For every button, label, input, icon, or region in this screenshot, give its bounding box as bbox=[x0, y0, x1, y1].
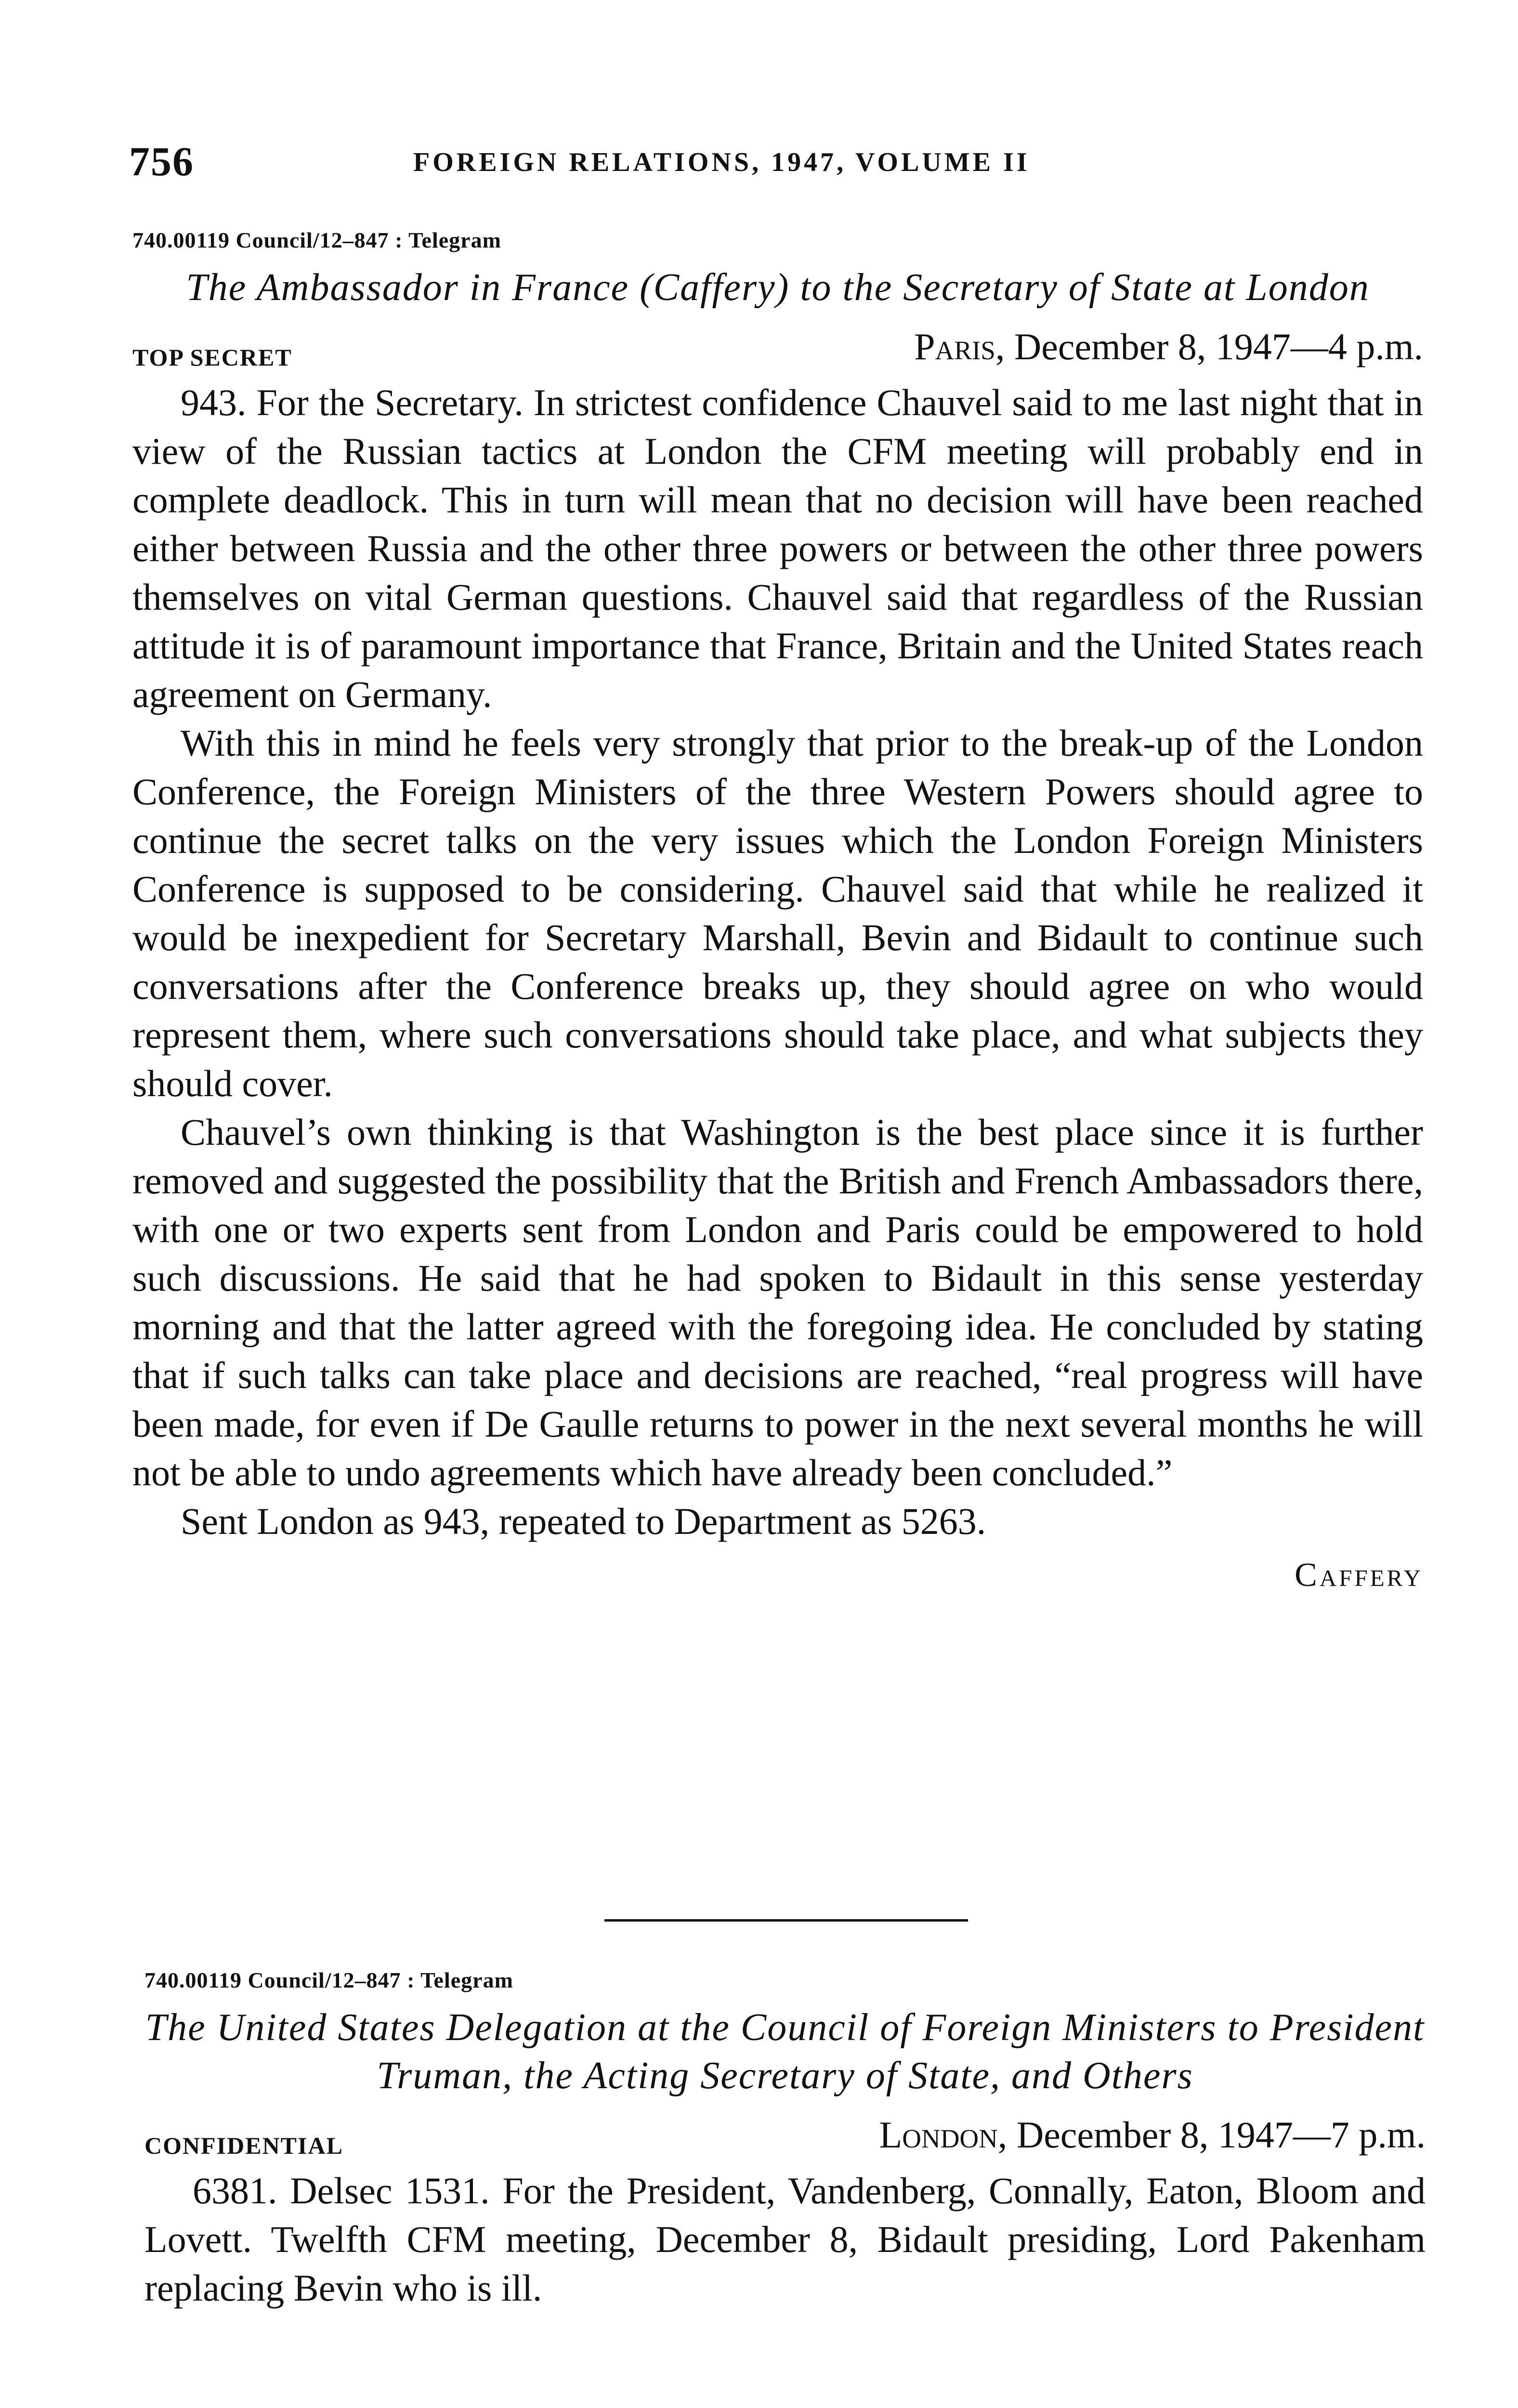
body-paragraph: Chauvel’s own thinking is that Washington is the best place since it is further removed and suggested the possibility that the British and French Ambassadors there, with one or two experts sent from London and Paris could be empowered to hold such discussions. He said that he had spoken to Bidault in this sense yesterday morning and that the latter agreed with the foregoing idea. He concluded by stating that if such talks can take place and decisions are reached, “real progress will have been made, for even if De Gaulle returns to power in the next several months he will not be able to undo agreements which have already been concluded.” bbox=[132, 1111, 1423, 1493]
classification-line bbox=[132, 325, 1423, 378]
document-2 bbox=[144, 1967, 1426, 2312]
body-paragraph: 943. For the Secretary. In strictest confidence Chauvel said to me last night that in view of the Russian tactics at London the CFM meeting will probably end in complete deadlock. This in turn will mean that no decision will have been reached either between Russia and the other three powers or between the other three powers themselves on vital German questions. Chauvel said that regardless of the Russian attitude it is of paramount importance that France, Britain and the United States reach agreement on Germany. bbox=[132, 381, 1423, 715]
document-title: The Ambassador in France (Caffery) to the Secretary of State at London bbox=[186, 266, 1370, 309]
document-reference: 740.00119 Council/12–847 : Telegram bbox=[144, 1968, 513, 1992]
body-paragraph: 6381. Delsec 1531. For the President, Vandenberg, Connally, Eaton, Bloom and Lovett. Twelfth CFM meeting, December 8, Bidault presiding, Lord Pakenham replacing Bevin who is ill. bbox=[144, 2170, 1426, 2309]
body-paragraph: With this in mind he feels very strongly that prior to the break-up of the London Conference, the Foreign Ministers of the three Western Powers should agree to continue the secret talks on the very issues which the London Foreign Ministers Conference is supposed to be considering. Chauvel said that while he realized it would be inexpedient for Secretary Marshall, Bevin and Bidault to continue such conversations after the Conference breaks up, they should agree on who would represent them, where such conversations should take place, and what subjects they should cover. bbox=[132, 722, 1423, 1104]
dateline bbox=[879, 2113, 1426, 2157]
classification-line bbox=[144, 2113, 1426, 2166]
running-title: FOREIGN RELATIONS, 1947, VOLUME II bbox=[413, 147, 1030, 177]
running-header bbox=[129, 137, 1429, 200]
dateline-place: London bbox=[879, 2114, 998, 2156]
document-reference: 740.00119 Council/12–847 : Telegram bbox=[132, 228, 501, 252]
page-number: 756 bbox=[129, 138, 194, 184]
body-paragraph: Sent London as 943, repeated to Department as 5263. bbox=[181, 1500, 986, 1542]
document-title: The United States Delegation at the Council of Foreign Ministers to President Truman, the Acting Secretary of State, and Others bbox=[145, 2006, 1425, 2097]
signature: Caffery bbox=[1295, 1557, 1423, 1594]
dateline-date: , December 8, 1947—4 p.m. bbox=[995, 326, 1423, 367]
dateline-place: Paris bbox=[914, 326, 995, 367]
document-1 bbox=[132, 227, 1423, 1595]
classification: TOP SECRET bbox=[132, 344, 292, 371]
dateline-date: , December 8, 1947—7 p.m. bbox=[997, 2114, 1426, 2156]
dateline bbox=[914, 325, 1423, 368]
classification: CONFIDENTIAL bbox=[144, 2132, 343, 2159]
section-divider bbox=[604, 1919, 968, 1922]
